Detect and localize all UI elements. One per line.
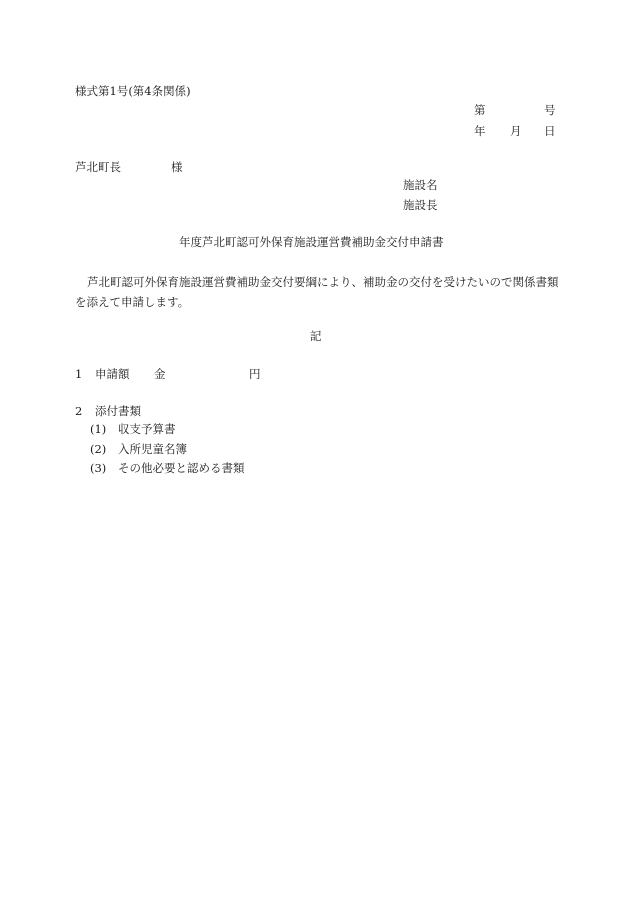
item-1-amount-unit: 円 [249,367,261,381]
facility-head-label: 施設長 [403,198,438,212]
form-number: 様式第1号(第4条関係) [75,84,191,98]
facility-name-label: 施設名 [403,178,438,192]
document-title: 年度芦北町認可外保育施設運営費補助金交付申請書 [179,235,444,249]
body-paragraph: 芦北町認可外保育施設運営費補助金交付要綱により、補助金の交付を受けたいので関係書類を添えて申請します。 [75,275,559,309]
attachment-2-text: 入所児童名簿 [118,442,187,456]
addressee-name: 芦北町長 [75,160,121,174]
attachment-2-number: (2) [90,442,107,456]
item-1-amount-prefix: 金 [154,367,166,381]
document-number-label: 第 [474,103,486,117]
attachment-3-number: (3) [90,461,107,475]
attachment-1-text: 収支予算書 [118,422,176,436]
date-year-label: 年 [474,124,486,138]
item-1-label: 申請額 [95,367,130,381]
date-day-label: 日 [544,124,556,138]
date-month-label: 月 [510,124,522,138]
item-2-number: 2 [75,404,83,418]
document-number-suffix: 号 [544,103,556,117]
item-2-label: 添付書類 [95,404,141,418]
item-1-number: 1 [75,367,83,381]
addressee-honorific: 様 [171,160,183,174]
attachment-1-number: (1) [90,422,107,436]
ki-heading: 記 [310,329,322,343]
attachment-3-text: その他必要と認める書類 [118,461,245,475]
